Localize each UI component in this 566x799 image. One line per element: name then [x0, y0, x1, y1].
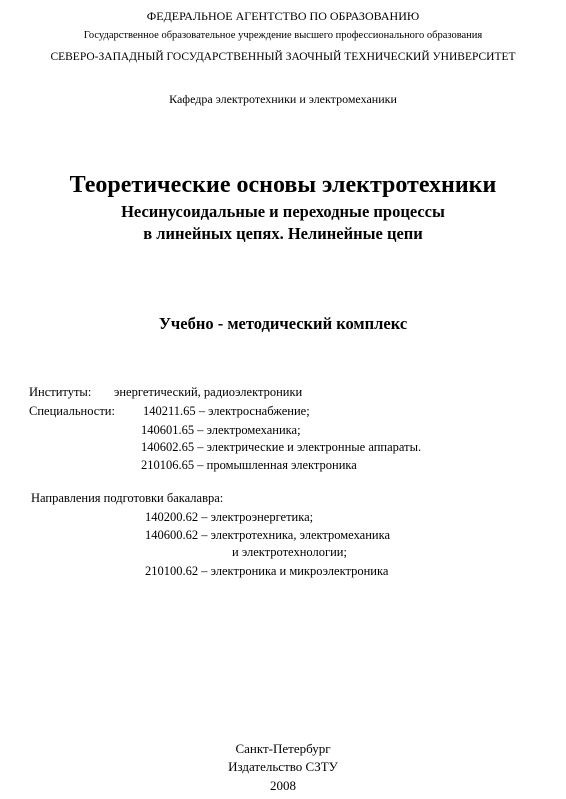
complex-label: Учебно - методический комплекс	[158, 314, 408, 333]
bachelor-item-continuation: и электротехнологии;	[232, 545, 347, 559]
institutes-value: энергетический, радиоэлектроники	[114, 385, 303, 399]
bachelor-item: 140200.62 – электроэнергетика;	[145, 510, 314, 524]
institutes-label: Институты:	[29, 385, 92, 399]
university-name: СЕВЕРО-ЗАПАДНЫЙ ГОСУДАРСТВЕННЫЙ ЗАОЧНЫЙ ТЕХНИЧЕСКИЙ УНИВЕРСИТЕТ	[50, 51, 516, 63]
specialty-item: 210106.65 – промышленная электроника	[141, 458, 357, 472]
publisher-name: Издательство СЗТУ	[228, 759, 338, 774]
institution-type: Государственное образовательное учреждение высшего профессионального образования	[83, 30, 483, 41]
specialty-item: 140602.65 – электрические и электронные аппараты.	[141, 440, 422, 454]
specialties-label: Специальности:	[29, 404, 115, 418]
bachelor-item: 210100.62 – электроника и микроэлектроника	[145, 564, 389, 578]
publication-year: 2008	[270, 778, 296, 793]
document-subtitle-line1: Несинусоидальные и переходные процессы	[121, 202, 445, 221]
specialty-item: 140601.65 – электромеханика;	[141, 423, 301, 437]
publication-city: Санкт-Петербург	[235, 741, 331, 756]
bachelor-label: Направления подготовки бакалавра:	[31, 491, 224, 505]
specialty-item: 140211.65 – электроснабжение;	[143, 404, 310, 418]
bachelor-item: 140600.62 – электротехника, электромеханика	[145, 528, 391, 542]
document-subtitle-line2: в линейных цепях. Нелинейные цепи	[143, 224, 423, 243]
document-title: Теоретические основы электротехники	[69, 172, 497, 198]
department-name: Кафедра электротехники и электромеханики	[169, 92, 397, 106]
agency-name: ФЕДЕРАЛЬНОЕ АГЕНТСТВО ПО ОБРАЗОВАНИЮ	[146, 9, 420, 23]
